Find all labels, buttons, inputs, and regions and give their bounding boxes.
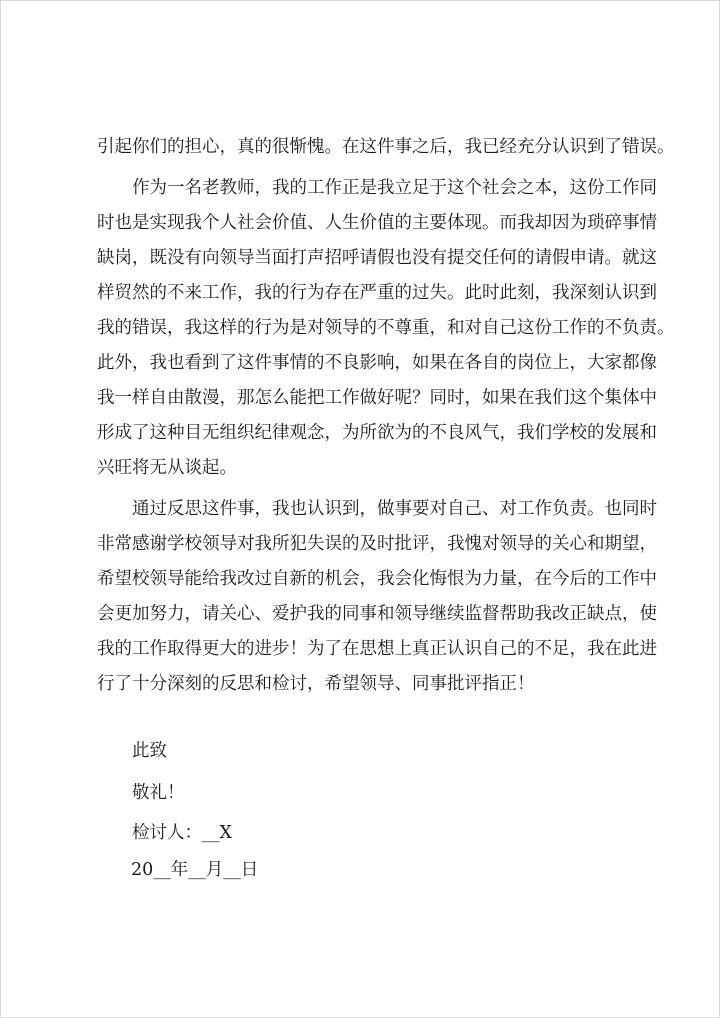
closing-salutation: 此致 bbox=[132, 741, 167, 761]
paragraph-2-line-8: 形成了这种目无组织纪律观念，为所欲为的不良风气，我们学校的发展和 bbox=[97, 423, 657, 443]
signer-line: 检讨人：__X bbox=[132, 823, 232, 843]
date-line: 20__年__月__日 bbox=[131, 860, 259, 880]
paragraph-2-line-3: 缺岗，既没有向领导当面打声招呼请假也没有提交任何的请假申请。就这 bbox=[97, 248, 657, 268]
paragraph-2-line-5: 我的错误，我这样的行为是对领导的不尊重，和对自己这份工作的不负责。 bbox=[97, 318, 675, 338]
paragraph-1-line-1: 引起你们的担心，真的很惭愧。在这件事之后，我已经充分认识到了错误。 bbox=[97, 137, 675, 157]
letter-body bbox=[97, 130, 675, 702]
paragraph-3-line-3: 希望校领导能给我改过自新的机会，我会化悔恨为力量，在今后的工作中 bbox=[97, 569, 657, 589]
closing-respect: 敬礼！ bbox=[132, 783, 185, 803]
paragraph-3-line-1: 通过反思这件事，我也认识到，做事要对自己、对工作负责。也同时 bbox=[132, 499, 657, 519]
paragraph-2-line-2: 时也是实现我个人社会价值、人生价值的主要体现。而我却因为琐碎事情 bbox=[97, 213, 657, 233]
paragraph-3-line-4: 会更加努力，请关心、爱护我的同事和领导继续监督帮助我改正缺点，使 bbox=[97, 604, 657, 624]
paragraph-2-line-7: 我一样自由散漫，那怎么能把工作做好呢？同时，如果在我们这个集体中 bbox=[97, 388, 657, 408]
paragraph-3-line-5: 我的工作取得更大的进步！为了在思想上真正认识自己的不足，我在此进 bbox=[97, 639, 657, 659]
paragraph-2-line-1: 作为一名老教师，我的工作正是我立足于这个社会之本，这份工作同 bbox=[132, 178, 657, 198]
paragraph-2-line-9: 兴旺将无从谈起。 bbox=[97, 458, 237, 478]
paragraph-2-line-4: 样贸然的不来工作，我的行为存在严重的过失。此时此刻，我深刻认识到 bbox=[97, 283, 657, 303]
paragraph-3-line-2: 非常感谢学校领导对我所犯失误的及时批评，我愧对领导的关心和期望， bbox=[97, 534, 657, 554]
paragraph-3-line-6: 行了十分深刻的反思和检讨，希望领导、同事批评指正！ bbox=[97, 674, 535, 694]
paragraph-2-line-6: 此外，我也看到了这件事情的不良影响，如果在各自的岗位上，大家都像 bbox=[97, 353, 657, 373]
